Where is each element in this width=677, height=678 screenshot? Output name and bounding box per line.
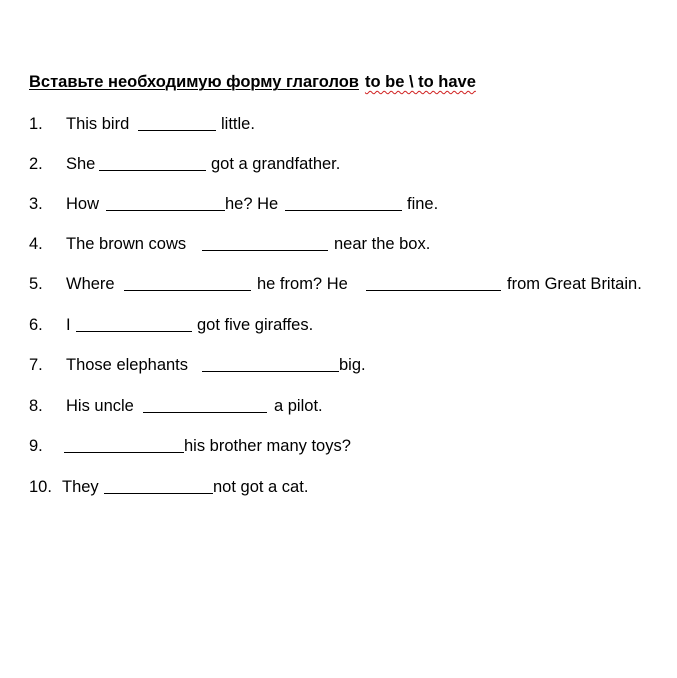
answer-blank[interactable] (64, 452, 184, 453)
answer-blank[interactable] (143, 412, 267, 413)
exercise-number: 4. (29, 235, 43, 253)
exercise-item-6 (0, 314, 677, 336)
answer-blank[interactable] (124, 290, 251, 291)
exercise-item-2 (0, 153, 677, 175)
exercise-number: 2. (29, 155, 43, 173)
exercise-item-7 (0, 354, 677, 376)
exercise-number: 9. (29, 437, 43, 455)
exercise-text: from Great Britain. (507, 275, 642, 293)
exercise-text: Where (66, 275, 115, 293)
exercise-text: little. (221, 115, 255, 133)
exercise-number: 8. (29, 397, 43, 415)
answer-blank[interactable] (202, 250, 328, 251)
exercise-item-5 (0, 273, 677, 295)
exercise-item-8 (0, 395, 677, 417)
exercise-text: got a grandfather. (211, 155, 341, 173)
exercise-text: The brown cows (66, 235, 187, 253)
answer-blank[interactable] (138, 130, 216, 131)
exercise-text: fine. (407, 195, 439, 213)
answer-blank[interactable] (202, 371, 339, 372)
exercise-item-10 (0, 476, 677, 498)
exercise-text: She (66, 155, 96, 173)
title-verbs: to be \ to have (364, 73, 476, 91)
answer-blank[interactable] (366, 290, 501, 291)
exercise-text: not got a cat. (213, 478, 309, 496)
exercise-number: 10. (29, 478, 52, 496)
exercise-text: a pilot. (274, 397, 323, 415)
exercise-text: got five giraffes. (197, 316, 314, 334)
answer-blank[interactable] (99, 170, 206, 171)
answer-blank[interactable] (76, 331, 192, 332)
exercise-item-1 (0, 113, 677, 135)
worksheet-title (29, 71, 476, 93)
exercise-number: 7. (29, 356, 43, 374)
exercise-number: 1. (29, 115, 43, 133)
exercise-item-4 (0, 233, 677, 255)
exercise-text: he from? He (257, 275, 348, 293)
exercise-text: his brother many toys? (184, 437, 351, 455)
exercise-text: near the box. (334, 235, 431, 253)
exercise-text: They (62, 478, 99, 496)
exercise-text: How (66, 195, 100, 213)
exercise-item-9 (0, 435, 677, 457)
exercise-number: 6. (29, 316, 43, 334)
exercise-text: Those elephants (66, 356, 189, 374)
exercise-text: big. (339, 356, 366, 374)
exercise-text: I (66, 316, 71, 334)
exercise-item-3 (0, 193, 677, 215)
title-main: Вставьте необходимую форму глаголов (29, 73, 359, 91)
answer-blank[interactable] (285, 210, 402, 211)
answer-blank[interactable] (106, 210, 225, 211)
exercise-text: His uncle (66, 397, 134, 415)
exercise-number: 5. (29, 275, 43, 293)
exercise-text: This bird (66, 115, 130, 133)
exercise-number: 3. (29, 195, 43, 213)
answer-blank[interactable] (104, 493, 213, 494)
exercise-text: he? He (225, 195, 279, 213)
